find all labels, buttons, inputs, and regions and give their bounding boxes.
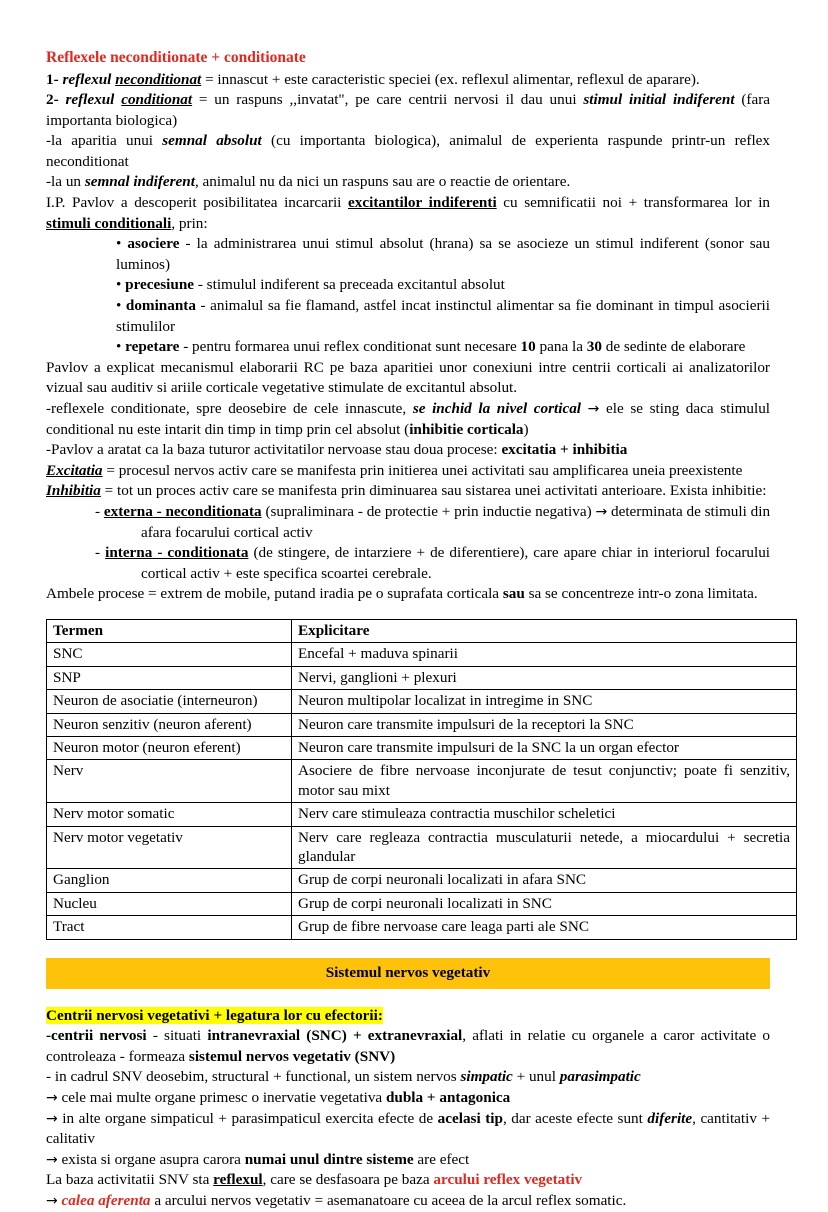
text-ambele-b: sa se concentreze intr-o zona limitata. <box>528 585 758 603</box>
terms-table <box>46 619 797 940</box>
bullet-marker: • <box>116 235 122 253</box>
bullet-marker: • <box>116 338 122 356</box>
text-interna-a: (de stingere, de intarziere + de diferentiere), care apare chiar in interiorul focarului cortical activ + este specifica scoartei cerebrale. <box>141 544 771 582</box>
table-row <box>47 713 797 736</box>
table-cell-explanation: Grup de corpi neuronali localizati in afara SNC <box>292 869 797 892</box>
text-snv-a: - in cadrul SNV deosebim, structural + functional, un sistem nervos <box>46 1068 457 1086</box>
bullet-marker: • <box>116 276 122 294</box>
term-parasimpatic: parasimpatic <box>559 1068 641 1086</box>
term-arcului-reflex-vegetativ: arcului reflex vegetativ <box>433 1171 583 1189</box>
term-numai-unul-dintre-sisteme: numai unul dintre sisteme <box>244 1150 414 1168</box>
paragraph-efecte-acelasi-tip <box>46 1109 770 1150</box>
table-cell-term: Ganglion <box>47 869 292 892</box>
text-baza-b: , care se desfasoara pe baza <box>262 1171 430 1189</box>
paragraph-reflexe-conditionate <box>46 399 770 440</box>
bullet-text-dominanta: - animalul sa fie flamand, astfel incat instinctul alimentar sa fie dominant in timpul asocierii stimulilor <box>116 297 770 335</box>
bullet-term-asociere: asociere <box>127 235 180 253</box>
paragraph-pavlov-mecanism: Pavlov a explicat mecanismul elaborarii RC pe baza aparitiei unor conexiuni intre centrii corticali ai analizatorilor vizual sau auditiv si ariile corticale vegetative stimulate de excitantul absolut. <box>46 358 770 397</box>
table-row <box>47 803 797 826</box>
paragraph-numai-unul-sistem <box>46 1150 770 1171</box>
table-cell-explanation: Nerv care stimuleaza contractia muschilor scheletici <box>292 803 797 826</box>
paragraph-reflex-neconditionat <box>46 70 770 91</box>
arrow-icon: → <box>587 401 600 417</box>
term-sau: sau <box>502 585 525 603</box>
arrow-icon: → <box>46 1090 58 1106</box>
term-excitatia-inhibitia: excitatia + inhibitia <box>501 441 628 459</box>
table-cell-term: Tract <box>47 916 292 939</box>
term-excitantilor-indiferenti: excitantilor indiferenti <box>348 194 497 212</box>
subsection-heading-centrii-nervosi <box>46 1006 770 1027</box>
bullet-text-precesiune: - stimulul indiferent sa preceada excitantul absolut <box>197 276 505 294</box>
term-excitatia: Excitatia <box>46 461 103 479</box>
arrow-icon: → <box>46 1192 58 1209</box>
term-sistemul-nervos-vegetativ: sistemul nervos vegetativ (SNV) <box>188 1047 396 1065</box>
text-centrii-a: - situati <box>152 1027 202 1045</box>
table-cell-term: Nucleu <box>47 892 292 915</box>
text-externa-a: (supraliminara - de protectie + prin inductie negativa) <box>265 502 592 520</box>
highlighted-heading-text: Centrii nervosi vegetativi + legatura lor cu efectorii: <box>46 1006 383 1024</box>
dash-marker: - <box>95 502 101 520</box>
text-calea-aferenta: a arcului nervos vegetativ = asemanatoare cu aceea de la arcul reflex somatic. <box>154 1191 627 1209</box>
bullet-text-asociere: - la administrarea unui stimul absolut (hrana) sa se asocieze un stimul indiferent (sonor sau luminos) <box>116 235 771 273</box>
term-neconditionat: neconditionat <box>115 70 202 88</box>
table-row <box>47 892 797 915</box>
list-number-1: 1- <box>46 70 59 88</box>
text-pavlov-c: , prin: <box>171 214 208 232</box>
paragraph-baza-activitatii-snv <box>46 1170 770 1191</box>
table-row <box>47 643 797 666</box>
table-cell-term: Nerv <box>47 760 292 803</box>
table-cell-explanation: Grup de fibre nervoase care leaga parti ale SNC <box>292 916 797 939</box>
paragraph-pavlov-procese <box>46 440 770 461</box>
list-number-2: 2- <box>46 91 59 109</box>
table-row <box>47 826 797 869</box>
table-cell-explanation: Nerv care regleaza contractia musculaturii netede, a miocardului + secretia glandular <box>292 826 797 869</box>
table-row <box>47 690 797 713</box>
term-conditionat: conditionat <box>121 91 193 109</box>
text-pavlov-a: I.P. Pavlov a descoperit posibilitatea incarcarii <box>46 194 342 212</box>
table-cell-term: Neuron senzitiv (neuron aferent) <box>47 713 292 736</box>
text-conditionat-a: = un raspuns ,,invatat", pe care centrii nervosi il dau unui <box>198 91 577 109</box>
text-numai-b: are efect <box>417 1150 470 1168</box>
paragraph-inervatie-dubla <box>46 1088 770 1109</box>
section-banner-sistem-nervos-vegetativ: Sistemul nervos vegetativ <box>46 958 770 989</box>
table-header-row <box>47 619 797 642</box>
text-ambele-a: Ambele procese = extrem de mobile, putand iradia pe o suprafata corticala <box>46 585 500 603</box>
term-diferite: diferite <box>647 1109 693 1127</box>
table-cell-term: Neuron motor (neuron eferent) <box>47 736 292 759</box>
term-reflexul: reflexul <box>213 1171 263 1189</box>
text-semnal-indiferent-b: , animalul nu da nici un raspuns sau are o reactie de orientare. <box>194 173 571 191</box>
bullet-dominanta <box>46 296 770 337</box>
term-dubla-antagonica: dubla + antagonica <box>385 1089 511 1106</box>
term-se-inchid-la-nivel-cortical: se inchid la nivel cortical <box>412 400 582 417</box>
table-row <box>47 666 797 689</box>
table-cell-term: SNC <box>47 643 292 666</box>
table-header-explicitare: Explicitare <box>292 619 797 642</box>
term-acelasi-tip: acelasi tip <box>437 1109 503 1127</box>
text-reflexe-b: ele se sting daca stimulul conditional nu este intarit din timp in timp prin cel absolut ( <box>46 400 771 438</box>
bullet-marker: • <box>116 297 122 315</box>
text-efecte-b: , dar aceste efecte sunt <box>502 1109 643 1127</box>
text-semnal-absolut-a: -la aparitia unui <box>46 132 154 150</box>
text-excitatia: = procesul nervos activ care se manifesta prin initierea unei activitati sau amplificarea uneia preexistente <box>106 461 743 479</box>
term-stimuli-conditionali: stimuli conditionali <box>46 214 172 232</box>
bullet-asociere <box>46 234 770 275</box>
term-centrii-nervosi: -centrii nervosi <box>46 1027 147 1045</box>
table-cell-term: Nerv motor vegetativ <box>47 826 292 869</box>
arrow-icon: → <box>595 503 608 520</box>
term-inhibitie-corticala: inhibitie corticala <box>409 420 524 438</box>
page-title: Reflexele neconditionate + conditionate <box>46 49 306 66</box>
text-snv-b: + unul <box>516 1068 556 1086</box>
bullet-text-repetare-b: pana la <box>539 338 583 356</box>
text-semnal-indiferent-a: -la un <box>46 173 82 191</box>
spacer <box>46 989 770 1006</box>
table-header-termen: Termen <box>47 619 292 642</box>
table-row <box>47 760 797 803</box>
table-cell-explanation: Neuron care transmite impulsuri de la receptori la SNC <box>292 713 797 736</box>
table-cell-term: Neuron de asociatie (interneuron) <box>47 690 292 713</box>
table-cell-explanation: Nervi, ganglioni + plexuri <box>292 666 797 689</box>
paragraph-snv-simpatic-parasimpatic <box>46 1067 770 1088</box>
bullet-text-repetare-a: - pentru formarea unui reflex conditionat sunt necesare <box>183 338 517 356</box>
paragraph-excitatia <box>46 461 770 482</box>
text-conditionat-b: (fara importanta biologica) <box>46 91 771 129</box>
value-sedinte-max: 30 <box>586 338 602 356</box>
term-semnal-absolut: semnal absolut <box>162 132 262 150</box>
table-cell-explanation: Neuron multipolar localizat in intregime in SNC <box>292 690 797 713</box>
paragraph-semnal-indiferent <box>46 172 770 193</box>
term-externa-neconditionata: externa - neconditionata <box>103 502 262 520</box>
text-pavlov-b: cu semnificatii noi + transformarea lor in <box>503 194 771 212</box>
text-inhibitia: = tot un proces activ care se manifesta prin diminuarea sau sistarea unei activitati anterioare. Exista inhibitie: <box>104 482 767 500</box>
value-sedinte-min: 10 <box>520 338 536 356</box>
term-inhibitia: Inhibitia <box>46 482 101 500</box>
text-reflexe-a: -reflexele conditionate, spre deosebire de cele innascute, <box>46 400 407 417</box>
term-calea-aferenta: calea aferenta <box>61 1191 151 1209</box>
dash-marker: - <box>95 544 101 562</box>
text-baza-a: La baza activitatii SNV sta <box>46 1171 210 1189</box>
term-semnal-indiferent: semnal indiferent <box>84 173 195 191</box>
bullet-repetare <box>46 337 770 358</box>
text-efecte-c: , cantitativ + calitativ <box>46 1109 771 1148</box>
bullet-text-repetare-c: de sedinte de elaborare <box>605 338 746 356</box>
paragraph-reflex-conditionat <box>46 90 770 131</box>
term-stimul-initial-indiferent: stimul initial indiferent <box>583 91 735 109</box>
text-reflexe-c: ) <box>523 420 529 438</box>
paragraph-centrii-nervosi <box>46 1026 770 1067</box>
term-reflexul-2: reflexul <box>65 91 115 109</box>
bullet-term-precesiune: precesiune <box>125 276 195 294</box>
arrow-icon: → <box>46 1110 58 1127</box>
bullet-term-dominanta: dominanta <box>125 297 196 315</box>
text-semnal-absolut-b: (cu importanta biologica), animalul de experienta raspunde printr-un reflex neconditionat <box>46 132 771 170</box>
paragraph-semnal-absolut <box>46 131 770 172</box>
text-reflex-neconditionat-rest: = innascut + este caracteristic speciei (ex. reflexul alimentar, reflexul de aparare). <box>205 70 700 88</box>
bullet-precesiune <box>46 275 770 296</box>
text-efecte-a: in alte organe simpaticul + parasimpaticul exercita efecte de <box>62 1109 434 1127</box>
term-reflexul-1: reflexul <box>62 70 112 88</box>
paragraph-ambele-procese <box>46 584 770 605</box>
table-cell-explanation: Grup de corpi neuronali localizati in SNC <box>292 892 797 915</box>
text-procese-a: -Pavlov a aratat ca la baza tuturor activitatilor nervoase stau doua procese: <box>46 441 498 459</box>
paragraph-pavlov-excitanti <box>46 193 770 234</box>
paragraph-inhibitia <box>46 481 770 502</box>
text-centrii-b: , aflati in relatie cu organele a caror activitate o controleaza - formeaza <box>46 1027 771 1065</box>
table-cell-explanation: Encefal + maduva spinarii <box>292 643 797 666</box>
item-inhibitie-externa <box>46 502 770 543</box>
table-cell-term: SNP <box>47 666 292 689</box>
table-cell-term: Nerv motor somatic <box>47 803 292 826</box>
paragraph-calea-aferenta <box>46 1191 770 1212</box>
text-numai-a: exista si organe asupra carora <box>61 1150 241 1168</box>
table-cell-explanation: Asociere de fibre nervoase inconjurate de tesut conjunctiv; poate fi senzitiv, motor sau mixt <box>292 760 797 803</box>
table-row <box>47 916 797 939</box>
table-cell-explanation: Neuron care transmite impulsuri de la SNC la un organ efector <box>292 736 797 759</box>
term-simpatic: simpatic <box>460 1068 513 1086</box>
text-externa-b: determinata de stimuli din afara focarului cortical activ <box>141 502 771 541</box>
item-inhibitie-interna <box>46 543 770 584</box>
table-row <box>47 869 797 892</box>
bullet-term-repetare: repetare <box>125 338 180 356</box>
text-inervatie-a: cele mai multe organe primesc o inervatie vegetativa <box>61 1089 383 1106</box>
table-row <box>47 736 797 759</box>
term-interna-conditionata: interna - conditionata <box>105 544 249 562</box>
arrow-icon: → <box>46 1151 58 1168</box>
term-intranevraxial-extranevraxial: intranevraxial (SNC) + extranevraxial <box>207 1027 463 1045</box>
